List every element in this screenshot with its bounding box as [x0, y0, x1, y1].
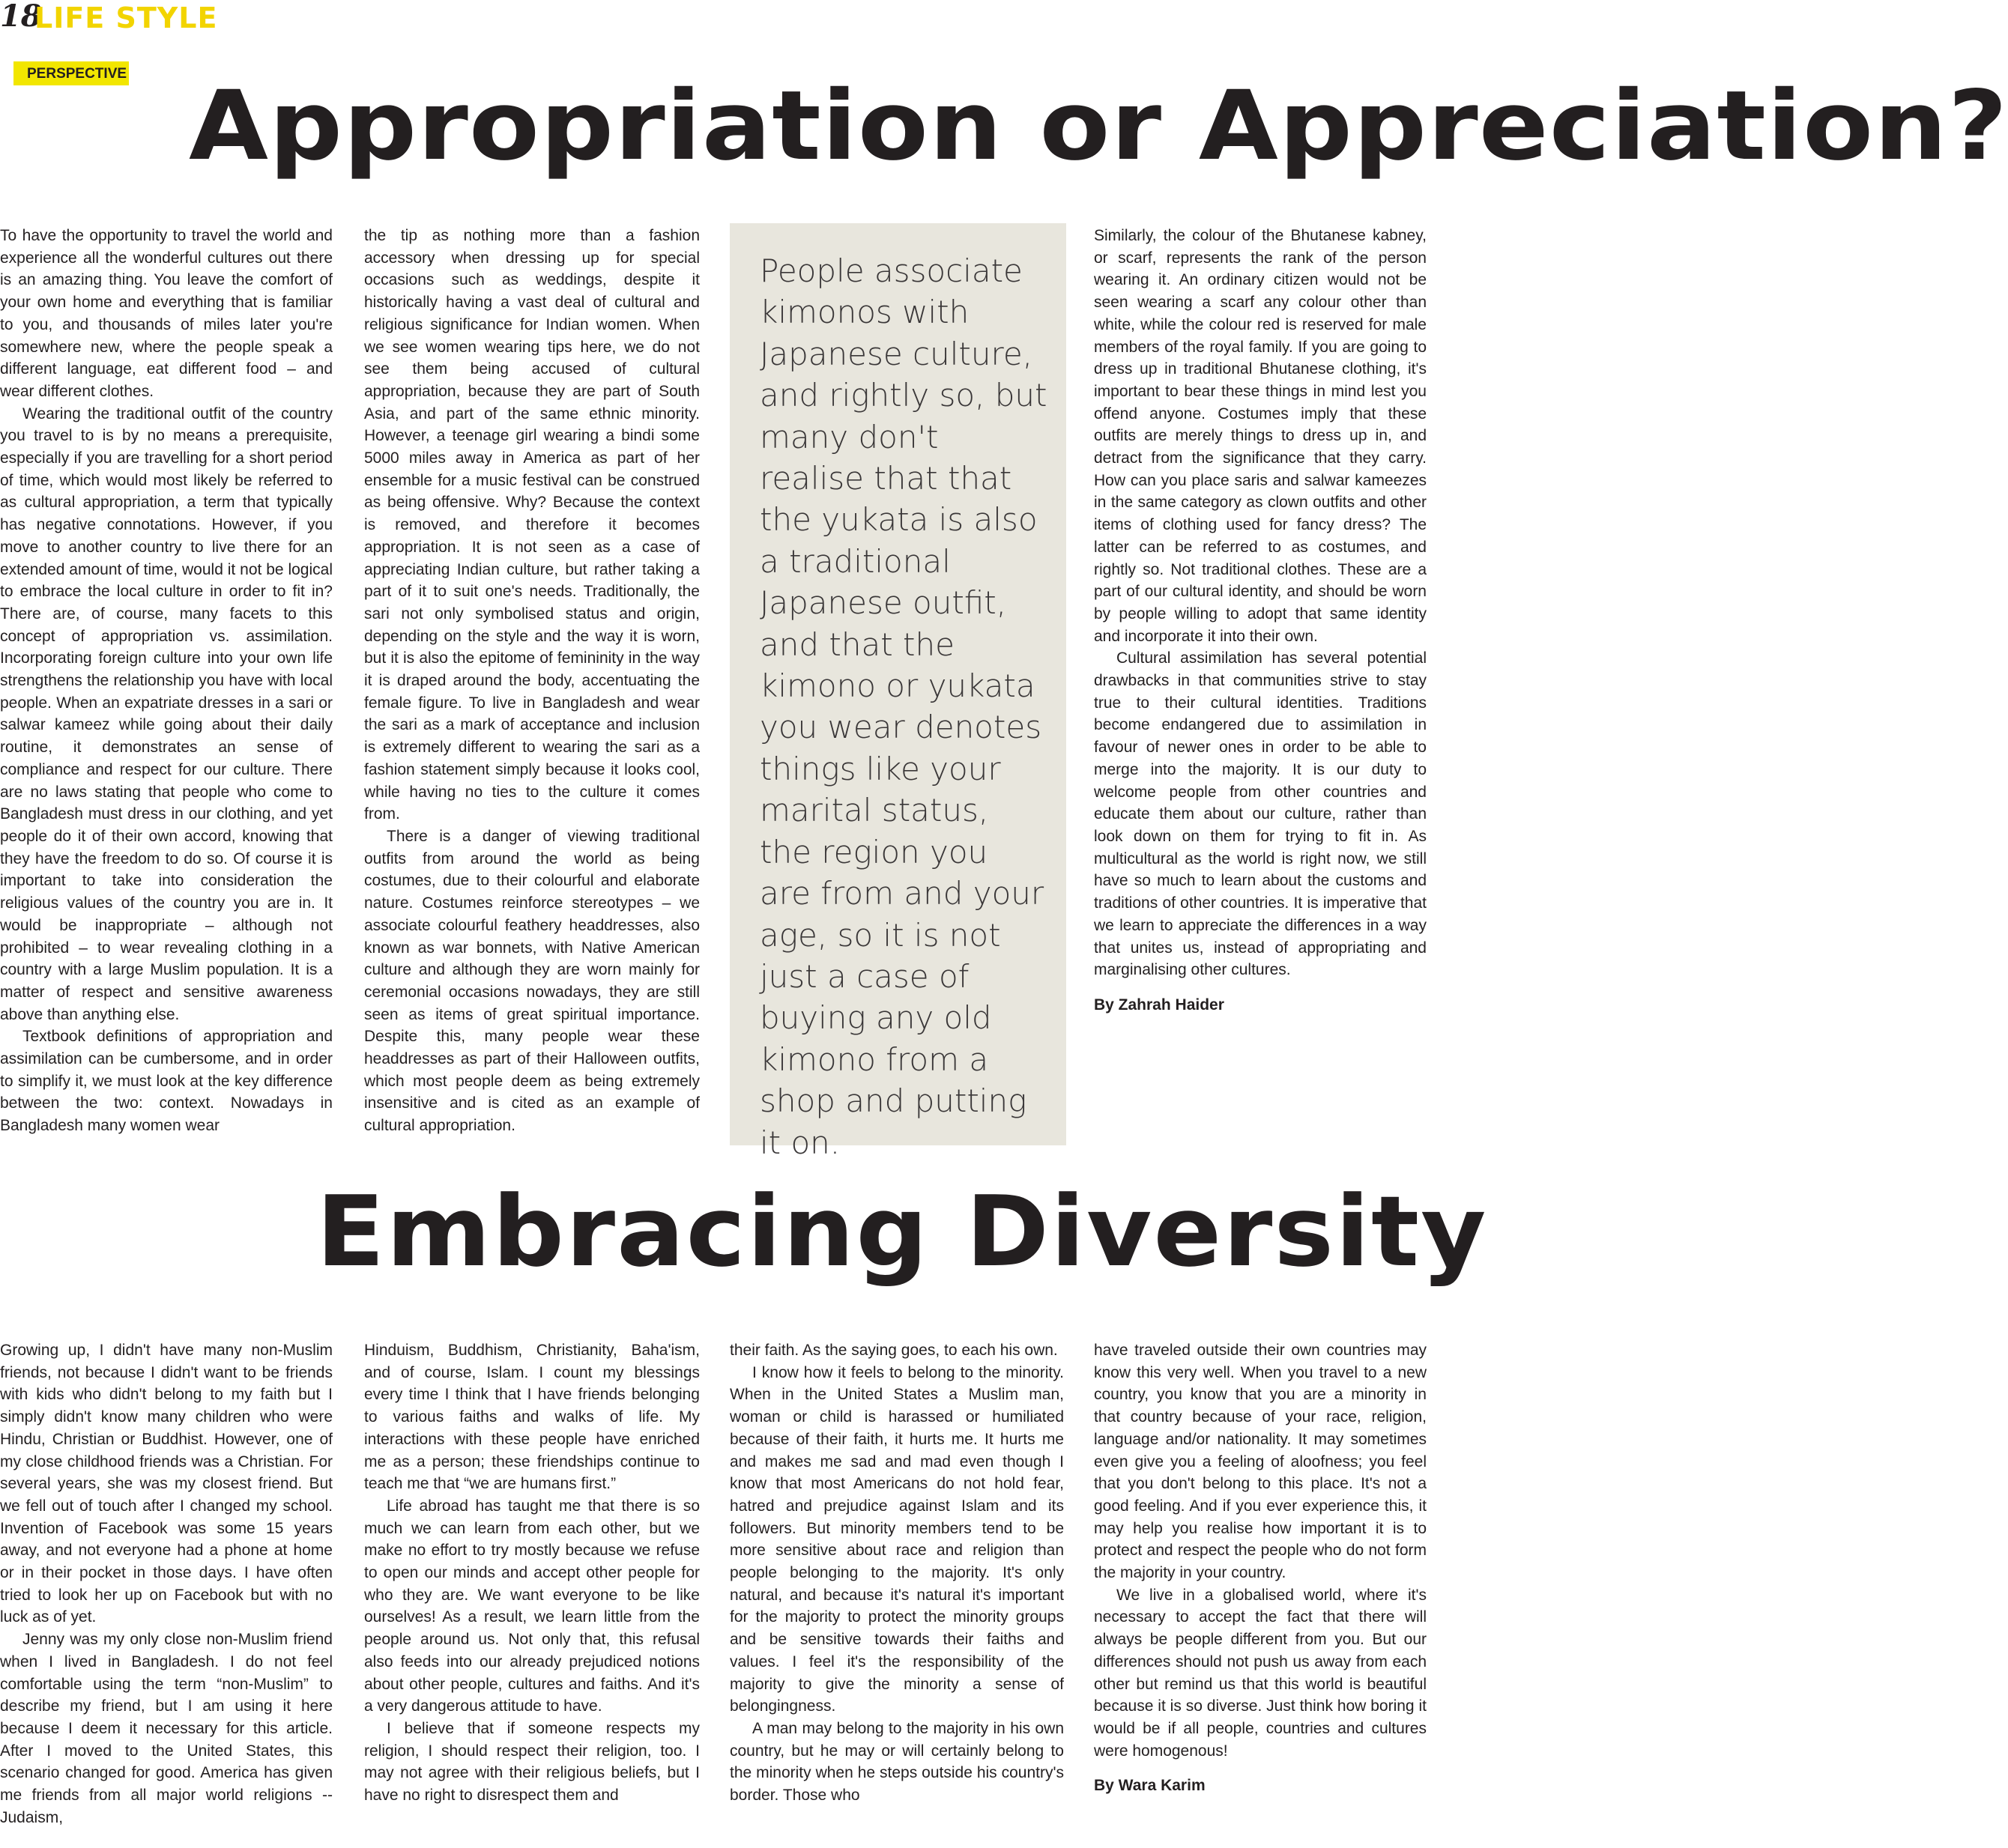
paragraph: Jenny was my only close non-Muslim friend when I lived in Bangladesh. I do not feel comfortable using the term “non-Muslim” to describe my friend, but I am using it here because I deem it necessary for this article. After I moved to the United States, this scenario changed for good. America has given me friends from all major world religions -- Judaism, [0, 1631, 333, 1826]
article2-column-4 [1094, 1339, 1427, 1797]
paragraph: have traveled outside their own countries may know this very well. When you travel to a new country, you know that you are a minority in that country because of your race, religion, language and/or nationality. It may sometimes even give you a feeling of aloofness; you feel that you don't belong to this place. It's not a good feeling. And if you ever experience this, it may help you realise how important it is to protect and respect the people who do not form the majority in your country. [1094, 1342, 1427, 1582]
paragraph: A man may belong to the majority in his own country, but he may or will certainly belong to the minority when he steps outside his country's border. Those who [730, 1719, 1064, 1805]
section-title: LIFE STYLE [34, 1, 218, 34]
paragraph: their faith. As the saying goes, to each his own. [730, 1342, 1058, 1359]
paragraph: I know how it feels to belong to the minority. When in the United States a Muslim man, woman or child is harassed or humiliated because of their faith, it hurts me. It hurts me and makes me sad and mad even though I know that most Americans do not hold fear, hatred and prejudice against Islam and its followers. But minority members tend to be more sensitive about race and religion than people belonging to the majority. It's only natural, and because it's natural it's important for the majority to protect the minority groups and be sensitive towards their faiths and values. I feel it's the responsibility of the majority to give the minority a sense of belongingness. [730, 1363, 1064, 1715]
paragraph: Life abroad has taught me that there is so much we can learn from each other, but we make no effort to try mostly because we refuse to open our minds and accept other people for who they are. We want everyone to be like ourselves! As a result, we learn little from the people around us. Not only that, this refusal also feeds into our already prejudiced notions about other people, cultures and faiths. And it's a very dangerous attitude to have. [364, 1497, 700, 1715]
article2-column-3 [730, 1339, 1064, 1807]
article1-column-4 [1094, 225, 1427, 1017]
paragraph: Growing up, I didn't have many non-Muslim friends, not because I didn't want to be friends with kids who didn't belong to my faith but I simply didn't know many children who were Hindu, Christian or Buddhist. However, one of my close childhood friends was a Christian. For several years, she was my closest friend. But we fell out of touch after I changed my school. Invention of Facebook was some 15 years away, and not everyone had a phone at home or in their pocket in those days. I have often tried to look her up on Facebook but with no luck as of yet. [0, 1342, 333, 1626]
pull-quote: People associate kimonos with Japanese culture, and rightly so, but many don't realise that that the yukata is also a traditional Japanese outfit, and that the kimono or yukata you wear denotes things like your marital status, the region you are from and your age, so it is not just a case of buying any old kimono from a shop and putting it on. [760, 252, 1047, 1161]
article2-byline: By Wara Karim [1094, 1777, 1206, 1795]
paragraph: I believe that if someone respects my religion, I should respect their religion, too. I may not agree with their religious beliefs, but I have no right to disrespect them and [364, 1719, 700, 1805]
paragraph: the tip as nothing more than a fashion accessory when dressing up for special occasions such as weddings, despite it historically having a vast deal of cultural and religious significance for Indian women. When we see women wearing tips here, we do not see them being accused of cultural appropriation, because they are part of South Asia, and part of the same ethnic minority. However, a teenage girl wearing a bindi some 5000 miles away in America as part of her ensemble for a music festival can be construed as being offensive. Why? Because the context is removed, and therefore it becomes appropriation. It is not seen as a case of appreciating Indian culture, but rather taking a part of it to suit one's needs. Traditionally, the sari not only symbolised status and origin, depending on the style and the way it is worn, but it is also the epitome of femininity in the way it is draped around the body, accentuating the female figure. To live in Bangladesh and wear the sari as a mark of acceptance and inclusion is extremely different to wearing the sari as a fashion statement simply because it looks cool, while having no ties to the culture it comes from. [364, 227, 700, 823]
paragraph: To have the opportunity to travel the world and experience all the wonderful cultures out there is an amazing thing. You leave the comfort of your own home and everything that is familiar to you, and thousands of miles later you're somewhere new, where the people speak a different language, eat different food – and wear different clothes. [0, 227, 333, 400]
paragraph: Cultural assimilation has several potential drawbacks in that communities strive to stay true to their cultural identities. Traditions become endangered due to assimilation in favour of newer ones in order to be able to merge into the majority. It is our duty to welcome people from other countries and educate them about our culture, rather than look down on them for trying to fit in. As multicultural as the world is right now, we still have so much to learn about the customs and traditions of other countries. It is imperative that we learn to appreciate the differences in a way that unites us, instead of appropriating and marginalising other cultures. [1094, 649, 1427, 979]
article2-column-1 [0, 1339, 333, 1829]
article1-column-2 [364, 225, 700, 1137]
paragraph: Wearing the traditional outfit of the country you travel to is by no means a prerequisite, especially if you are travelling for a short period of time, which would most likely be referred to as cultural appropriation, a term that typically has negative connotations. However, if you move to another country to live there for an extended amount of time, would it not be logical to embrace the local culture in order to fit in? There are, of course, many facets to this concept of appropriation vs. assimilation. Incorporating foreign culture into your own life strengthens the relationship you have with local people. When an expatriate dresses in a sari or salwar kameez while going about their daily routine, it demonstrates an sense of compliance and respect for our culture. There are no laws stating that people who come to Bangladesh must dress in our clothing, and yet people do it of their own accord, knowing that they have the freedom to do so. Of course it is important to take into consideration the religious values of the country you are in. It would be inappropriate – although not prohibited – to wear revealing clothing in a country with a large Muslim population. It is a matter of respect and sensitive awareness above than anything else. [0, 405, 333, 1023]
paragraph: Textbook definitions of appropriation and assimilation can be cumbersome, and in order to simplify it, we must look at the key difference between the two: context. Nowadays in Bangladesh many women wear [0, 1028, 333, 1135]
article2-headline: Embracing Diversity [316, 1175, 1488, 1288]
perspective-tag [13, 61, 129, 85]
page-number: 18 [0, 0, 42, 34]
article1-byline: By Zahrah Haider [1094, 996, 1224, 1014]
paragraph: There is a danger of viewing traditional outfits from around the world as being costumes, due to their colourful and elaborate nature. Costumes reinforce stereotypes – we associate colourful feathery headdresses, also known as war bonnets, with Native American culture and although they are worn mainly for ceremonial occasions nowadays, they are still seen as items of great spiritual importance. Despite this, many people wear these headdresses as part of their Halloween outfits, which most people deem as being extremely insensitive and is cited as an example of cultural appropriation. [364, 827, 700, 1135]
paragraph: Hinduism, Buddhism, Christianity, Baha'ism, and of course, Islam. I count my blessings every time I think that I have friends belonging to various faiths and walks of life. My interactions with these people have enriched me as a person; these friendships continue to teach me that “we are humans first.” [364, 1342, 700, 1493]
article2-column-2 [364, 1339, 700, 1807]
paragraph: Similarly, the colour of the Bhutanese kabney, or scarf, represents the rank of the person wearing it. An ordinary citizen would not be seen wearing a scarf any colour other than white, while the colour red is reserved for male members of the royal family. If you are going to dress up in traditional Bhutanese clothing, it's important to bear these things in mind lest you offend anyone. Costumes imply that these outfits are merely things to dress up in, and detract from the significance that they carry. How can you place saris and salwar kameezes in the same category as clown outfits and other items of clothing used for fancy dress? The latter can be referred to as costumes, and rightly so. Not traditional clothes. These are a part of our cultural identity, and should be worn by people willing to adopt that same identity and incorporate it into their own. [1094, 227, 1427, 645]
article1-headline: Appropriation or Appreciation? [189, 70, 2008, 182]
article1-column-1 [0, 225, 333, 1137]
paragraph: We live in a globalised world, where it's necessary to accept the fact that there will always be people different from you. But our differences should not push us away from each other but remind us that this world is beautiful because it is so diverse. Just think how boring it would be if all people, countries and cultures were homogenous! [1094, 1586, 1427, 1760]
perspective-tag-label: PERSPECTIVE [27, 66, 127, 82]
pull-quote-box [730, 223, 1066, 1161]
